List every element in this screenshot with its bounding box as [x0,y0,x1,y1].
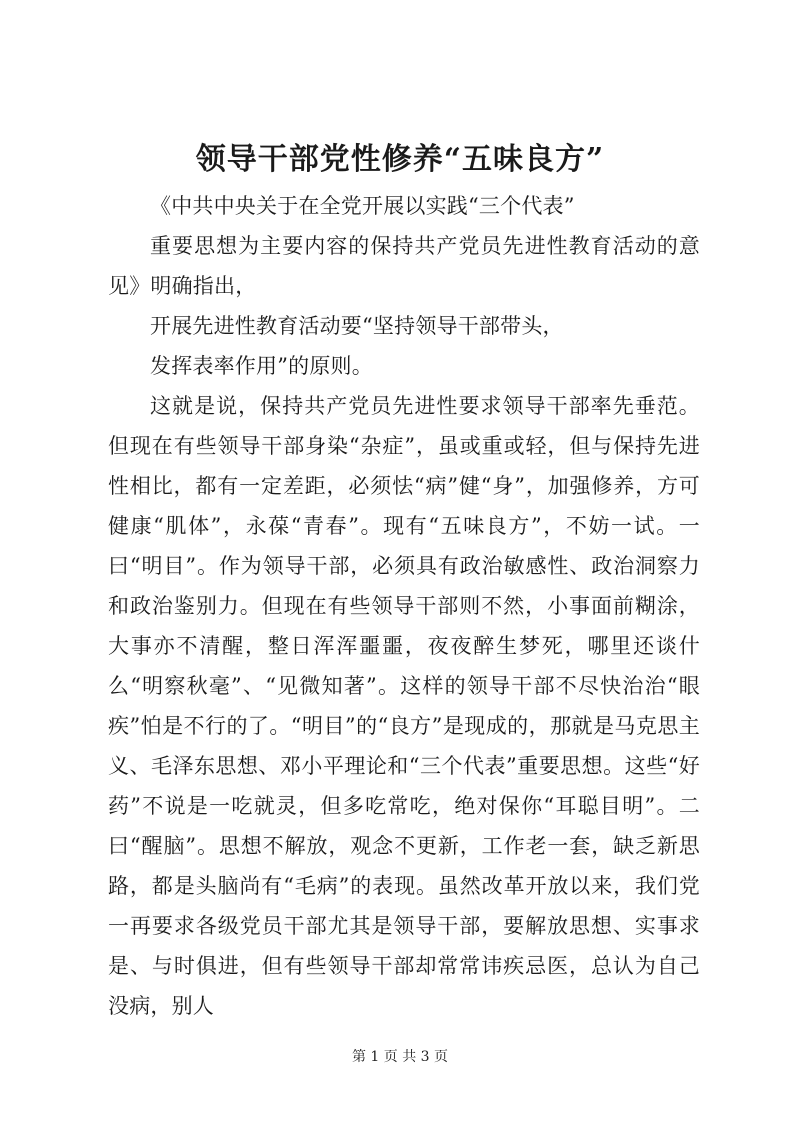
page-number-footer: 第 1 页 共 3 页 [351,1049,449,1065]
paragraph-2: 重要思想为主要内容的保持共产党员先进性教育活动的意见》明确指出， [108,234,700,298]
paragraph-4: 发挥表率作用”的原则。 [150,354,373,378]
paragraph-1: 《中共中央关于在全党开展以实践“三个代表” [150,194,575,218]
paragraph-5: 这就是说，保持共产党员先进性要求领导干部率先垂范。但现在有些领导干部身染“杂症”，虽或重或轻，但与保持先进性相比，都有一定差距，必须怯“病”健“身”，加强修养，方可健康“肌体”，永葆“青春”。现有“五味良方”，不妨一试。一曰“明目”。作为领导干部，必须具有政治敏感性、政治洞察力和政治鉴别力。但现在有些领导干部则不然，小事面前糊涂，大事亦不清醒，整日浑浑噩噩，夜夜醉生梦死，哪里还谈什么“明察秋毫”、“见微知著”。这样的领导干部不尽快治治“眼疾”怕是不行的了。“明目”的“良方”是现成的，那就是马克思主义、毛泽东思想、邓小平理论和“三个代表”重要思想。这些“好药”不说是一吃就灵，但多吃常吃，绝对保你“耳聪目明”。二曰“醒脑”。思想不解放，观念不更新，工作老一套，缺乏新思路，都是头脑尚有“毛病”的表现。虽然改革开放以来，我们党一再要求各级党员干部尤其是领导干部，要解放思想、实事求是、与时俱进，但有些领导干部却常常讳疾忌医，总认为自己没病，别人 [108,394,700,1018]
document-body [108,186,700,1026]
document-title: 领导干部党性修养“五味良方” [195,142,605,177]
paragraph-3: 开展先进性教育活动要“坚持领导干部带头， [150,314,564,338]
